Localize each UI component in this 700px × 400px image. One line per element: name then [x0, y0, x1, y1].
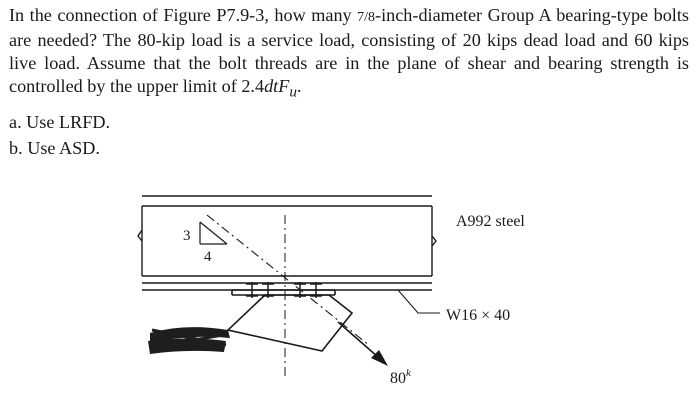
formula-variables: dtF [264, 76, 290, 96]
steel-grade-label: A992 steel [456, 213, 525, 230]
formula-subscript: u [289, 83, 297, 101]
section-label: W16 × 40 [446, 307, 511, 324]
load-value: 80 [390, 370, 406, 387]
beam-bottom-flange [142, 276, 432, 290]
section-leader [398, 290, 440, 313]
part-a-lrfd: a. Use LRFD. [9, 112, 111, 132]
load-arrow-shaft [338, 322, 378, 357]
slope-run-label: 4 [204, 249, 212, 265]
problem-text-body: -inch-diameter Group A bearing-type bolts are needed? The 80-kip load is a service load, consisting of 20 kips dead load and 60 kips live load. Assume that the bolt threads are in the plane of shear and bearing strength is controlled by the upper limit of 2.4 [9, 5, 689, 96]
problem-text-start: In the connection of Figure P7.9-3, how many [9, 5, 358, 25]
bolt-diameter-fraction: 7/8 [357, 10, 376, 25]
bracket-tee [228, 290, 352, 351]
problem-text-end: . [296, 76, 302, 96]
slope-rise-label: 3 [183, 228, 191, 244]
beam-top-flange [142, 196, 432, 206]
load-label [390, 367, 412, 387]
slope-triangle [200, 222, 227, 244]
load-unit: k [406, 367, 411, 379]
part-b-asd: b. Use ASD. [9, 138, 100, 158]
redaction-scribble [148, 327, 230, 354]
